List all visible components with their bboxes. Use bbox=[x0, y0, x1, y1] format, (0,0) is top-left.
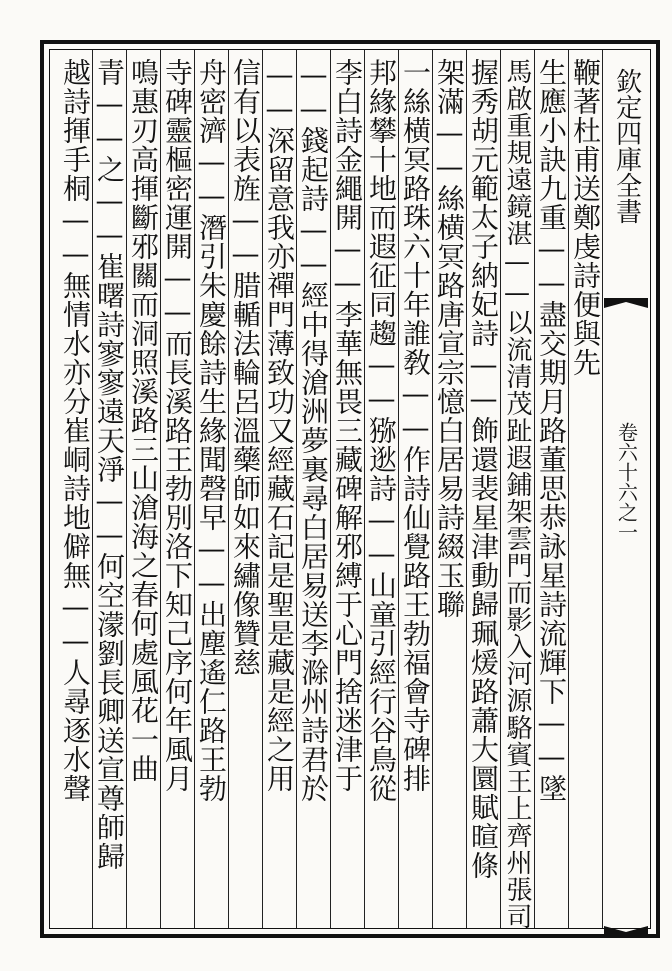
column-rule bbox=[126, 50, 127, 928]
column-rule bbox=[568, 50, 569, 928]
column-text: 舟密濟——潛引朱慶餘詩生緣聞磬早——出塵遙仁路王勃 bbox=[195, 58, 228, 803]
column-rule bbox=[92, 50, 93, 928]
text-column bbox=[262, 50, 296, 928]
column-rule bbox=[432, 50, 433, 928]
text-column bbox=[466, 50, 500, 928]
column-text: ——錢起詩——經中得滄洲夢裏尋白居易送李滁州詩君於 bbox=[297, 58, 330, 803]
column-text: 握秀胡元範太子納妃詩——飾還裴星津動歸珮煖路蕭大圜賦暄條 bbox=[467, 58, 500, 880]
column-text: 邦緣攀十地而遐征同趨——猕逖詩——山童引經行谷鳥從 bbox=[365, 58, 398, 803]
column-rule bbox=[160, 50, 161, 928]
text-column bbox=[364, 50, 398, 928]
volume-number: 卷六十六之一 bbox=[614, 422, 639, 542]
column-text: 鞭著杜甫送鄭虔詩便與先 bbox=[569, 58, 602, 377]
column-text: 越詩揮手桐——無情水亦分崔峒詩地僻無——人尋逐水聲 bbox=[59, 58, 92, 803]
text-column bbox=[160, 50, 194, 928]
column-text: 李白詩金繩開——李華無畏三藏碑解邪縛于心門捨迷津于 bbox=[331, 58, 364, 793]
column-rule bbox=[296, 50, 297, 928]
text-column bbox=[228, 50, 262, 928]
text-column bbox=[568, 50, 602, 928]
page-frame bbox=[40, 40, 660, 938]
fishtail-mark-bottom bbox=[604, 926, 648, 936]
text-block bbox=[49, 49, 651, 929]
center-margin bbox=[602, 50, 650, 928]
column-text: 鳴惠刃高揮斷邪關而洞照溪路三山滄海之春何處風花一曲 bbox=[127, 58, 160, 783]
text-column bbox=[500, 50, 534, 928]
column-rule bbox=[262, 50, 263, 928]
text-column bbox=[92, 50, 126, 928]
column-text: ——深留意我亦禪門薄致功又經藏石記是聖是藏是經之用 bbox=[263, 58, 296, 793]
column-rule bbox=[398, 50, 399, 928]
text-column bbox=[194, 50, 228, 928]
column-rule bbox=[500, 50, 501, 928]
column-text: 架滿——絲横冥路唐宣宗憶白居易詩綴玉聯 bbox=[433, 58, 466, 619]
book-title: 欽定四庫全書 bbox=[611, 68, 642, 224]
column-rule bbox=[330, 50, 331, 928]
column-rule bbox=[364, 50, 365, 928]
text-column bbox=[534, 50, 568, 928]
column-text: 生應小訣九重——盡交期月路董思恭詠星詩流輝下——墜 bbox=[535, 58, 568, 803]
column-text: 信有以表旌——腊輴法輪呂溫藥師如來繡像贊慈 bbox=[229, 58, 262, 677]
text-column bbox=[330, 50, 364, 928]
column-rule bbox=[194, 50, 195, 928]
fishtail-mark-top bbox=[604, 298, 648, 308]
text-column bbox=[126, 50, 160, 928]
column-text: 馬啟重規遠鏡湛——以流清茂趾遐鋪架雲門而影入河源駱賓王上齊州張司 bbox=[502, 58, 532, 930]
text-column bbox=[58, 50, 92, 928]
text-column bbox=[432, 50, 466, 928]
column-text: 一絲横冥路珠六十年誰敎——作詩仙覺路王勃福會寺碑排 bbox=[399, 58, 432, 793]
column-text: 青——之——崔曙詩寥寥遠天淨——何空濛劉長卿送宣尊師歸 bbox=[93, 58, 126, 871]
text-column bbox=[296, 50, 330, 928]
column-rule bbox=[466, 50, 467, 928]
column-rule bbox=[534, 50, 535, 928]
column-rule bbox=[602, 50, 603, 928]
column-rule bbox=[228, 50, 229, 928]
text-column bbox=[398, 50, 432, 928]
column-text: 寺碑靈樞密運開——而長溪路王勃別洛下知己序何年風月 bbox=[161, 58, 194, 793]
